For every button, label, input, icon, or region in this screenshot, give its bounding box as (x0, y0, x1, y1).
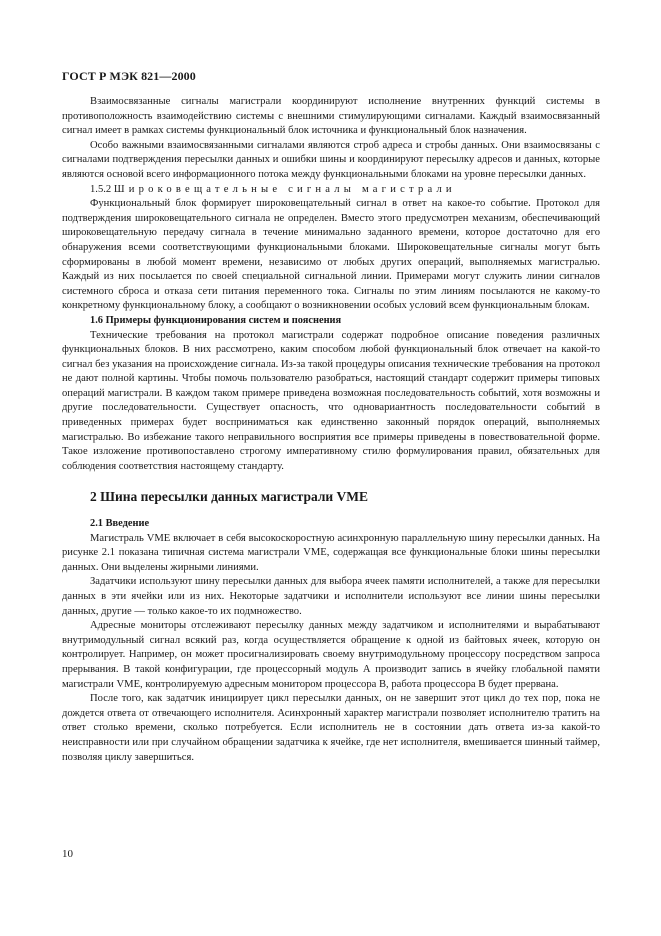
paragraph-address-monitors: Адресные мониторы отслеживают пересылку данных между задатчиком и исполнителями и вырабатывают внутримодульный сигнал всякий раз, когда осуществляется обращение к одной из байтовых ячеек, которую он контролирует. Например, он может просигнализировать своему внутримодульному процессору посредством запроса прерывания. В такой конфигурации, где процессорный модуль А производит запись в ячейку глобальной памяти магистрали VME, контролируемую адресным монитором процессора В, работа процессора В будет прервана. (62, 620, 600, 690)
subsection-title: Широковещательные сигналы магистрали (113, 183, 456, 195)
paragraph-masters: Задатчики используют шину пересылки данных для выбора ячеек памяти исполнителей, а также для пересылки данных в эти ячейки или из них. Некоторые задатчики и исполнители используют все линии шины пересылки данных, другие — только какое-то их подмножество. (62, 576, 600, 617)
subsection-number: 1.5.2 (90, 183, 112, 195)
paragraph-broadcast-signals: Функциональный блок формирует широковещательный сигнал в ответ на какое-то событие. Протокол для подтверждения широковещательного сигнала не определен. Вместо этого предусмотрен механизм, обеспечивающий широковещательную передачу сигнала в течение минимально заданного времени, которое достаточно для его обнаружения всеми соответствующими функциональными блоками. Широковещательные сигналы могут быть сформированы в любой момент времени, независимо от любых других операций, выполняемых магистралью. Каждый из них посылается по своей специальной сигнальной линии. Примерами могут служить линии сигналов системного сброса и отказа сети питания переменного тока. Сигналы по этим линиям посылаются не какому-то конкретному функциональному блоку, а сообщают о возникновении особых условий всем функциональным блокам. (62, 198, 600, 312)
page-number: 10 (62, 848, 73, 860)
paragraph-bus-timer: После того, как задатчик инициирует цикл пересылки данных, он не завершит этот цикл до тех пор, пока не дождется ответа от отвечающего исполнителя. Асинхронный характер магистрали позволяет исполнителю тратить на ответ столько времени, сколько потребуется. Если исполнитель не в состоянии дать ответа из-за какой-то неисправности или при случайном обращении задатчика к ячейке, где нет исполнителя, вмешивается шинный таймер, позволяя циклу завершиться. (62, 693, 600, 763)
section-2-heading: 2 Шина пересылки данных магистрали VME (90, 489, 369, 505)
paragraph-vme-intro: Магистраль VME включает в себя высокоскоростную асинхронную параллельную шину пересылки данных. На рисунке 2.1 показана типичная система магистрали VME, содержащая все функциональные блоки шины пересылки данных. Они выделены жирными линиями. (62, 532, 600, 573)
section-1-6-heading: 1.6 Примеры функционирования систем и пояснения (90, 314, 342, 326)
section-2-1-heading: 2.1 Введение (90, 518, 150, 530)
paragraph-interconnected-signals: Взаимосвязанные сигналы магистрали координируют исполнение внутренних функций системы в противоположность взаимодействию системы с внешними стимулирующими сигналами. Каждый взаимосвязанный сигнал имеет в рамках системы функциональный блок источника и функциональный блок назначения. (62, 96, 600, 137)
paragraph-examples: Технические требования на протокол магистрали содержат подробное описание поведения различных функциональных блоков. В них рассмотрено, каким способом любой функциональный блок отвечает на какой-то сигнал без указания на происхождение сигнала. Из-за такой процедуры описания технические требования на протокол не дают полной картины. Чтобы помочь пользователю разобраться, настоящий стандарт содержит примеры типовых операций магистрали. В каждом таком примере приведена возможная последовательность событий, хотя возможны и другие последовательности. Существует опасность, что одновариантность последовательности событий в приведенных примерах будет восприниматься как единственно законный порядок операций, выполняемых магистралью. Во избежание такого неправильного восприятия все примеры приведены в повествовательной форме. Такое изложение противопоставлено строгому императивному стилю формулирования правил, обязательных для соблюдения соответствия настоящему стандарту. (62, 329, 600, 472)
subsection-1-5-2-heading (62, 183, 600, 198)
page-content (62, 95, 600, 765)
document-header: ГОСТ Р МЭК 821—2000 (62, 69, 196, 83)
paragraph-strobes: Особо важными взаимосвязанными сигналами являются строб адреса и стробы данных. Они взаимосвязаны с сигналами подтверждения пересылки данных и ошибки шины и координируют пересылку адресов и данных, которые являются основой всего информационного потока между функциональными блоками на уровне пересылки данных. (62, 139, 600, 180)
